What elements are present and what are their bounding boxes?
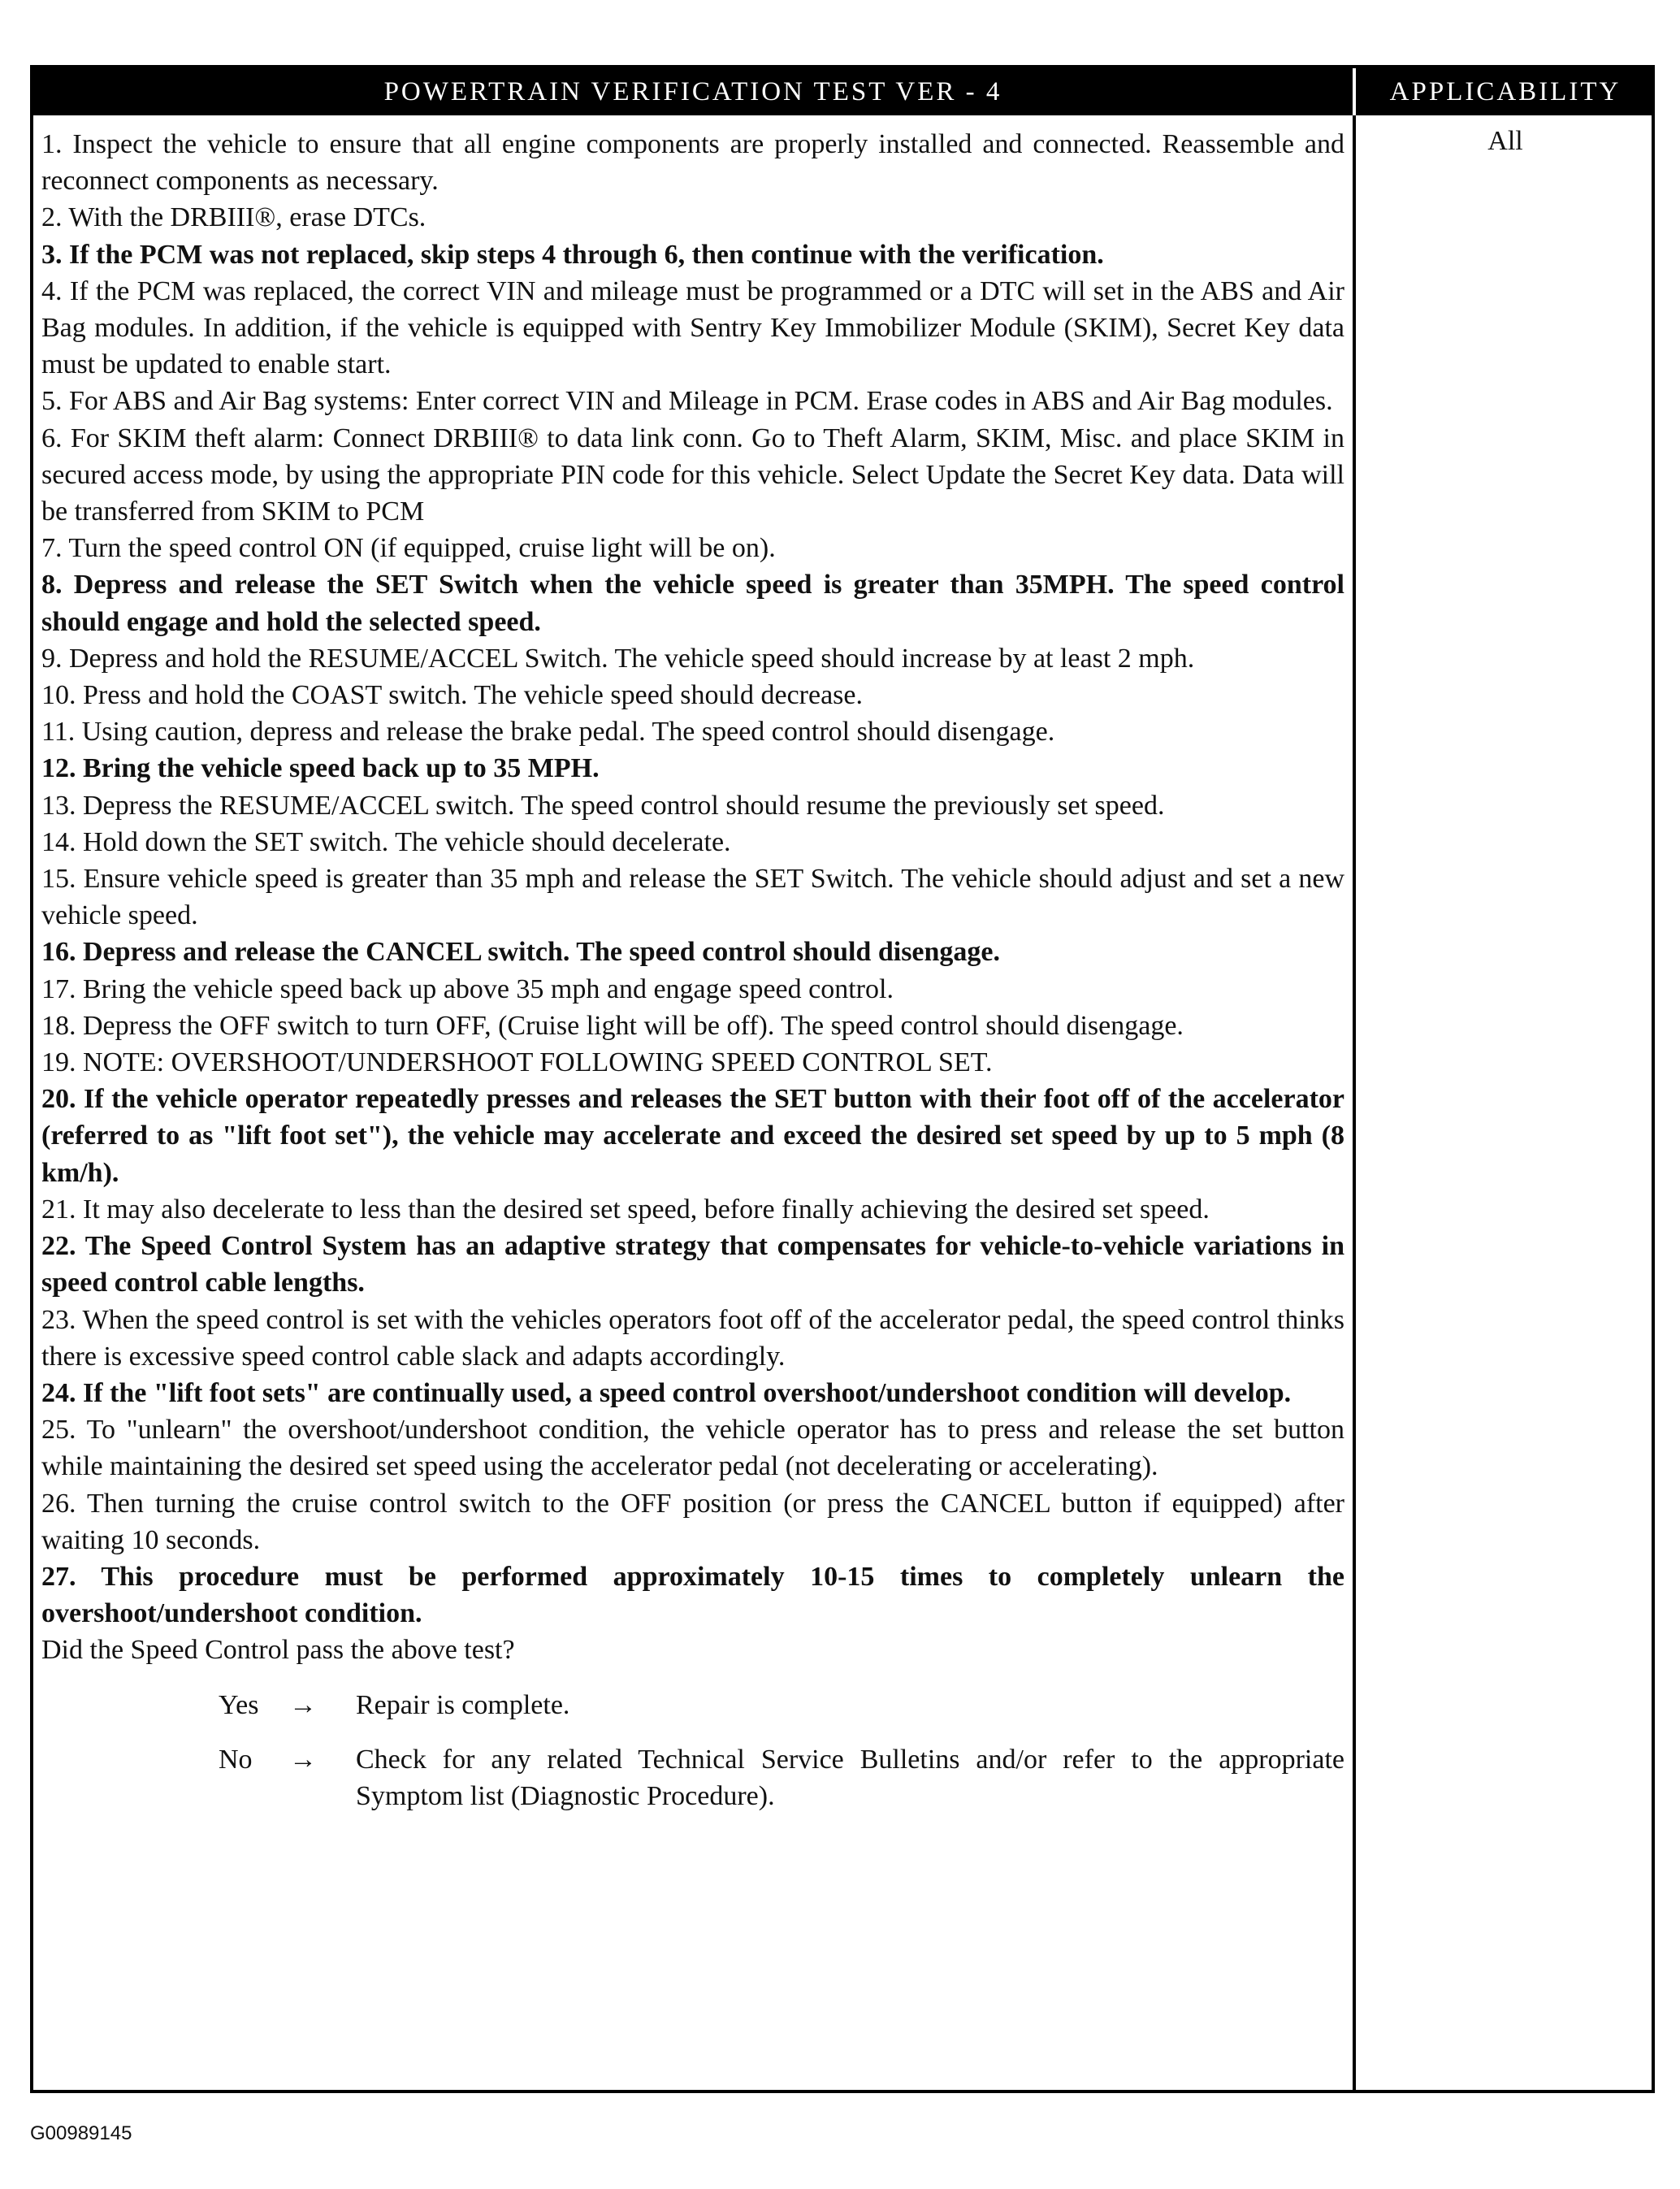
procedure-step: 13. Depress the RESUME/ACCEL switch. The speed control should resume the previously set speed. [41, 790, 1165, 821]
procedure-step: 17. Bring the vehicle speed back up above 35 mph and engage speed control. [41, 973, 894, 1004]
procedure-step: 10. Press and hold the COAST switch. The vehicle speed should decrease. [41, 680, 863, 711]
procedure-step: 21. It may also decelerate to less than the desired set speed, before finally achieving the desired set speed. [41, 1194, 1210, 1225]
applicability-header: APPLICABILITY [1356, 68, 1655, 115]
procedure-step: 24. If the "lift foot sets" are continually used, a speed control overshoot/undershoot condition will develop. [41, 1377, 1292, 1408]
procedure-step: 20. If the vehicle operator repeatedly presses and releases the SET button with their foot off of the accelerator (referred to as "lift foot set"), the vehicle may accelerate and exceed the desired set speed by up to 5 mph (8 km/h). [41, 1084, 1344, 1188]
right-arrow-icon: → [289, 1744, 317, 1775]
applicability-column [1359, 115, 1652, 2090]
procedure-step: 27. This procedure must be performed approximately 10-15 times to completely unlearn the overshoot/undershoot condition. [41, 1561, 1344, 1629]
procedure-step: 9. Depress and hold the RESUME/ACCEL Switch. The vehicle speed should increase by at least 2 mph. [41, 643, 1195, 674]
procedure-step: 1. Inspect the vehicle to ensure that all engine components are properly installed and connected. Reassemble and reconnect components as necessary. [41, 129, 1344, 197]
procedure-step: 25. To "unlearn" the overshoot/undershoot condition, the vehicle operator has to press and release the set button while maintaining the desired set speed using the accelerator pedal (not decelerating or accelerating). [41, 1415, 1344, 1482]
applicability-value: All [1487, 126, 1523, 156]
answer-yes-result: Repair is complete. [356, 1689, 570, 1720]
procedure-step: 12. Bring the vehicle speed back up to 35 MPH. [41, 753, 600, 784]
procedure-step: 3. If the PCM was not replaced, skip steps 4 through 6, then continue with the verification. [41, 239, 1104, 270]
answer-yes-label: Yes [219, 1689, 259, 1720]
figure-code: G00989145 [30, 2122, 132, 2144]
procedure-step: 26. Then turning the cruise control switch to the OFF position (or press the CANCEL button if equipped) after waiting 10 seconds. [41, 1488, 1344, 1555]
procedure-step: 6. For SKIM theft alarm: Connect DRBIII® to data link conn. Go to Theft Alarm, SKIM, Misc. and place SKIM in secured access mode, by using the appropriate PIN code for this vehicle. Select Update the Secret Key data. Data will be transferred from SKIM to PCM [41, 423, 1344, 527]
answer-no-result: Check for any related Technical Service Bulletins and/or refer to the appropriate Symptom list (Diagnostic Procedure). [356, 1744, 1344, 1811]
procedure-step: 11. Using caution, depress and release the brake pedal. The speed control should disengage. [41, 717, 1055, 748]
procedure-step: 2. With the DRBIII®, erase DTCs. [41, 202, 426, 233]
test-title-header: POWERTRAIN VERIFICATION TEST VER - 4 [33, 68, 1356, 115]
answer-yes-row [41, 1687, 1344, 1723]
answer-no-row [41, 1741, 1344, 1814]
procedure-step: 23. When the speed control is set with the vehicles operators foot off of the accelerator pedal, the speed control thinks there is excessive speed control cable slack and adapts accordingly. [41, 1304, 1344, 1372]
procedure-step: 7. Turn the speed control ON (if equipped, cruise light will be on). [41, 533, 776, 564]
procedure-step: 15. Ensure vehicle speed is greater than 35 mph and release the SET Switch. The vehicle should adjust and set a new vehicle speed. [41, 864, 1344, 931]
procedure-step: 14. Hold down the SET switch. The vehicle should decelerate. [41, 826, 731, 857]
right-arrow-icon: → [289, 1689, 317, 1720]
procedure-step: 22. The Speed Control System has an adaptive strategy that compensates for vehicle-to-vehicle variations in speed control cable lengths. [41, 1231, 1344, 1298]
procedure-step: 4. If the PCM was replaced, the correct VIN and mileage must be programmed or a DTC will set in the ABS and Air Bag modules. In addition, if the vehicle is equipped with Sentry Key Immobilizer Module (SKIM), Secret Key data must be updated to enable start. [41, 275, 1344, 380]
procedure-step: 8. Depress and release the SET Switch when the vehicle speed is greater than 35MPH. The speed control should engage and hold the selected speed. [41, 570, 1344, 637]
answer-no-label: No [219, 1744, 253, 1775]
procedure-steps [41, 126, 1344, 1632]
procedure-step: 5. For ABS and Air Bag systems: Enter correct VIN and Mileage in PCM. Erase codes in ABS and Air Bag modules. [41, 386, 1333, 417]
procedure-column [33, 115, 1356, 2090]
procedure-step: 16. Depress and release the CANCEL switch. The speed control should disengage. [41, 937, 1001, 968]
test-question: Did the Speed Control pass the above test? [41, 1635, 515, 1666]
procedure-step: 18. Depress the OFF switch to turn OFF, (Cruise light will be off). The speed control should disengage. [41, 1010, 1184, 1041]
procedure-step: 19. NOTE: OVERSHOOT/UNDERSHOOT FOLLOWING SPEED CONTROL SET. [41, 1047, 993, 1078]
verification-test-table [30, 65, 1655, 2093]
